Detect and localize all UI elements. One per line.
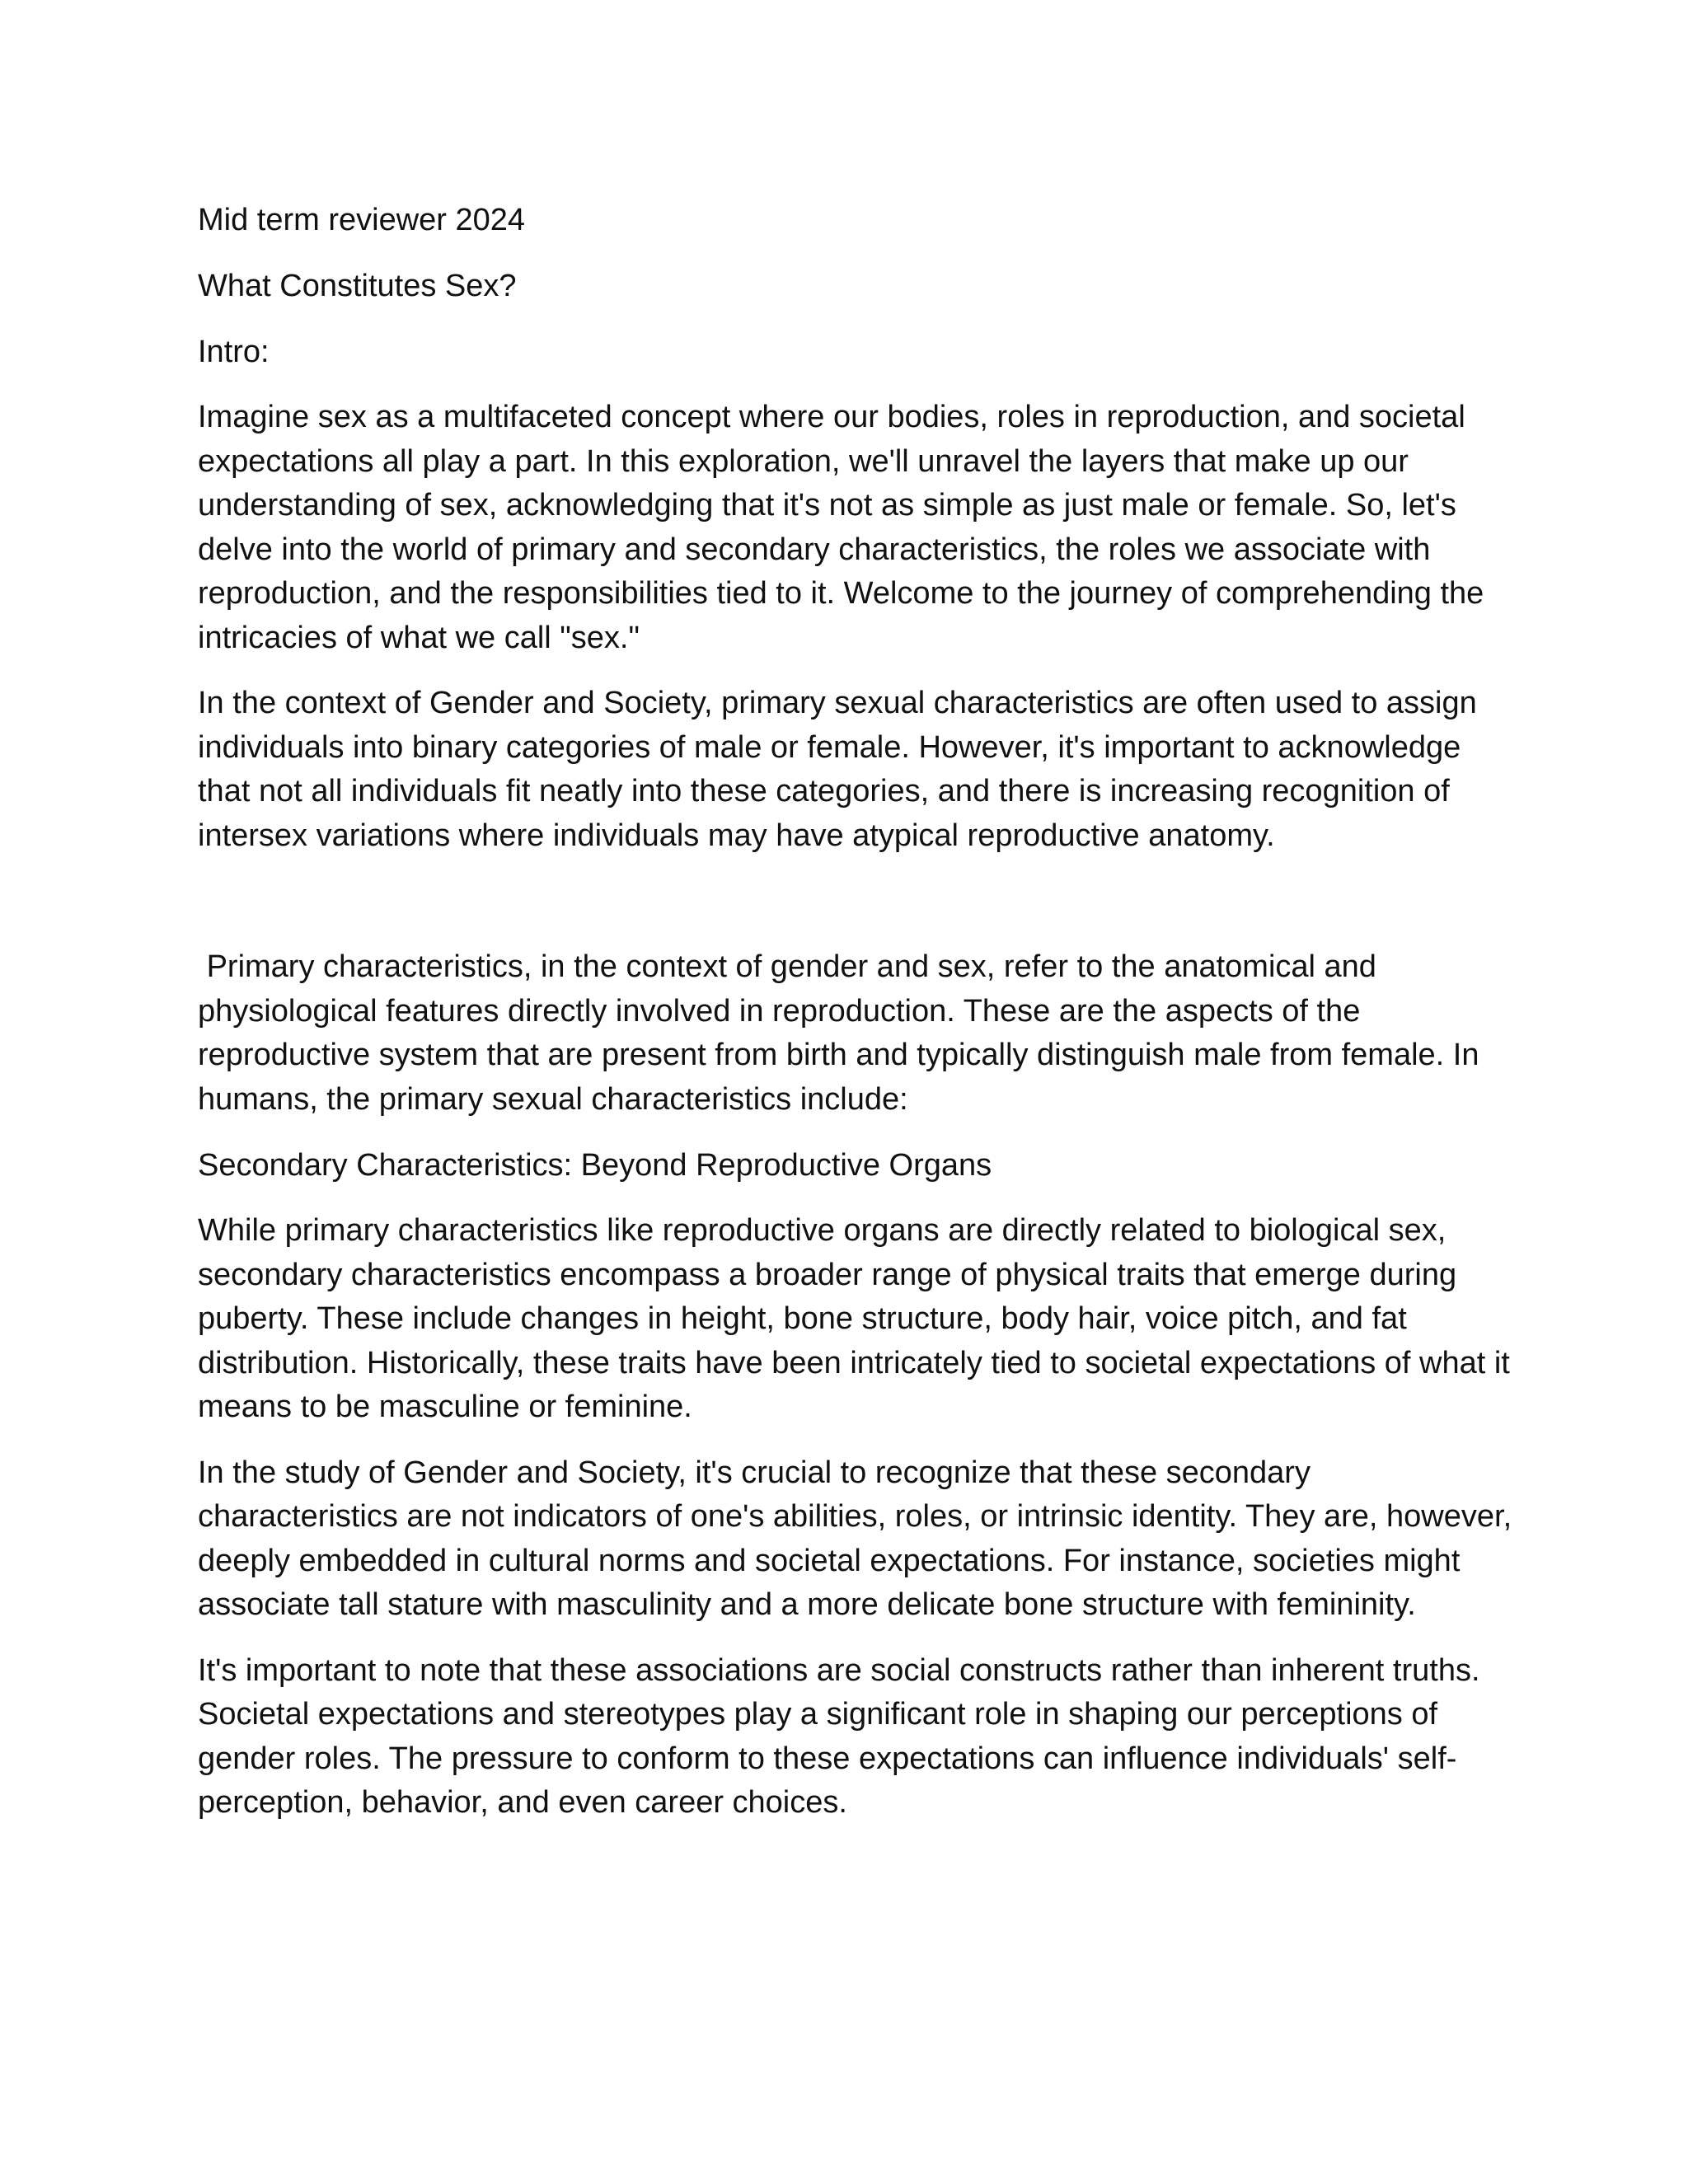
document-header: Mid term reviewer 2024 xyxy=(198,203,526,237)
intro-label: Intro: xyxy=(198,335,270,369)
secondary-paragraph-3: It's important to note that these associations are social constructs rather than inherent truths. Societal expectations and stereotypes play a significant role in shaping our perceptions of gender roles. The pressure to conform to these expectations can influence individuals' self-perception, behavior, and even career choices. xyxy=(198,1652,1480,1820)
primary-characteristics-paragraph: Primary characteristics, in the context of gender and sex, refer to the anatomical and physiological features directly involved in reproduction. These are the aspects of the reproductive system that are present from birth and typically distinguish male from female. In humans, the primary sexual characteristics include: xyxy=(198,949,1489,1117)
primary-context-paragraph: In the context of Gender and Society, primary sexual characteristics are often used to assign individuals into binary categories of male or female. However, it's important to acknowledge that not all individuals fit neatly into these categories, and there is increasing recognition of intersex variations where individuals may have atypical reproductive anatomy. xyxy=(198,686,1477,853)
document-title: What Constitutes Sex? xyxy=(198,269,517,303)
blank-line xyxy=(198,879,1517,945)
intro-paragraph: Imagine sex as a multifaceted concept where our bodies, roles in reproduction, and societal expectations all play a part. In this exploration, we'll unravel the layers that make up our understanding of sex, acknowledging that it's not as simple as just male or female. So, let's delve into the world of primary and secondary characteristics, the roles we associate with reproduction, and the responsibilities tied to it. Welcome to the journey of comprehending the intricacies of what we call "sex." xyxy=(198,400,1484,655)
secondary-paragraph-1: While primary characteristics like reproductive organs are directly related to biological sex, secondary characteristics encompass a broader range of physical traits that emerge during puberty. These include changes in height, bone structure, body hair, voice pitch, and fat distribution. Historically, these traits have been intricately tied to societal expectations of what it means to be masculine or feminine. xyxy=(198,1213,1510,1424)
section-heading: Secondary Characteristics: Beyond Reproductive Organs xyxy=(198,1148,992,1183)
secondary-paragraph-2: In the study of Gender and Society, it's crucial to recognize that these secondary characteristics are not indicators of one's abilities, roles, or intrinsic identity. They are, however, deeply embedded in cultural norms and societal expectations. For instance, societies might associate tall stature with masculinity and a more delicate bone structure with femininity. xyxy=(198,1455,1512,1622)
document-body xyxy=(198,198,1517,1847)
